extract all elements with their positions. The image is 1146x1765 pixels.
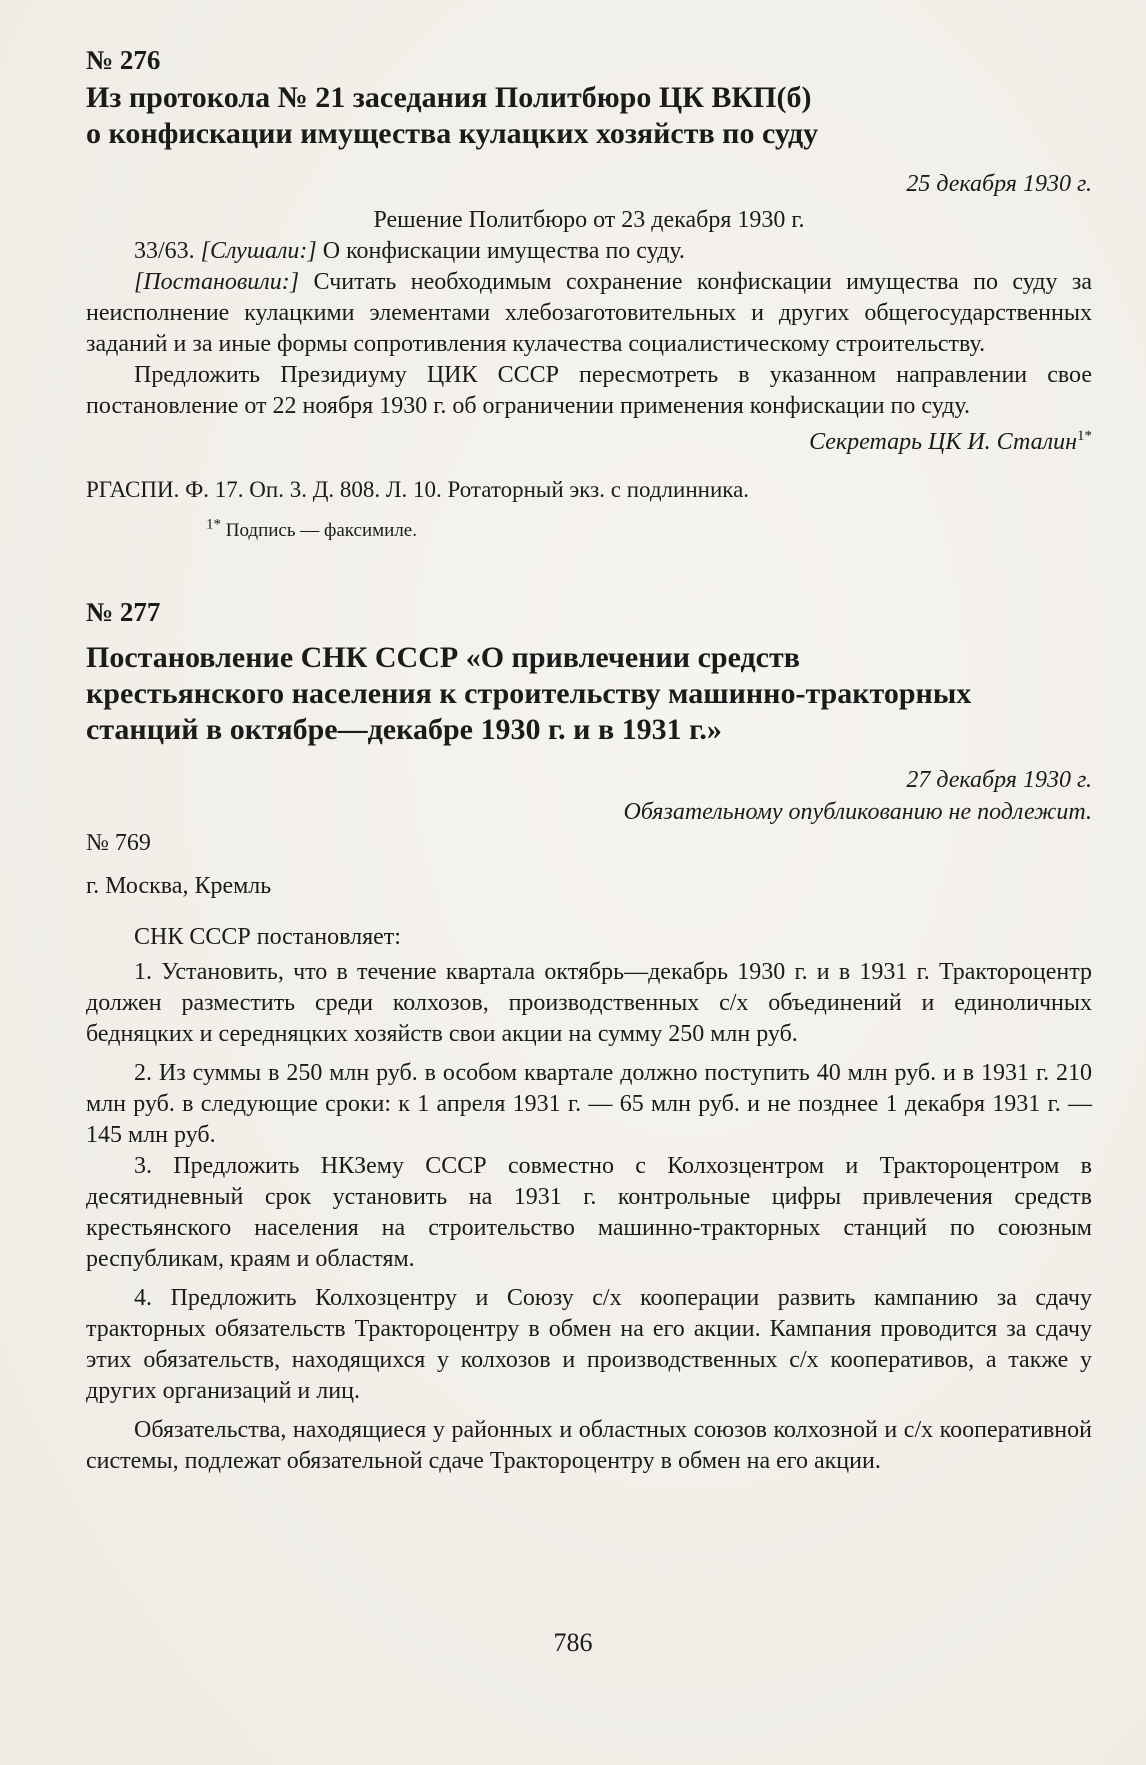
publication-restriction: Обязательному опубликованию не подлежит.	[623, 799, 1092, 825]
document-date: 25 декабря 1930 г.	[906, 171, 1092, 197]
resolved-paragraph	[86, 267, 1092, 360]
paragraph: 2. Из суммы в 250 млн руб. в особом квартале должно поступить 40 млн руб. и в 1931 г. 210 млн руб. в следующие сроки: к 1 апреля 1931 г. — 65 млн руб. и не позднее 1 декабря 1931 г. — 145 млн руб.	[86, 1060, 1092, 1148]
document-276	[86, 44, 1092, 544]
decision-line: Решение Политбюро от 23 декабря 1930 г.	[373, 207, 805, 233]
document-title-line: станций в октябре—декабре 1930 г. и в 1931 г.»	[86, 713, 722, 746]
document-number: № 276	[86, 45, 161, 75]
paragraph: 4. Предложить Колхозцентру и Союзу с/х кооперации развить кампанию за сдачу тракторных обязательств Трактороцентру в обмен на его акции. Кампания проводится за сдачу этих обязательств, находящихся у колхозов и производственных с/х кооперативов, а также у других организаций и лиц.	[86, 1285, 1092, 1404]
signature-footnote-mark: 1*	[1077, 428, 1092, 444]
resolved-text: Считать необходимым сохранение конфискации имущества по суду за неисполнение кулацкими элементами хлебозаготовительных и других общегосударственных заданий и за иные формы сопротивления кулачества социалистическому строительству.	[86, 269, 1092, 357]
footnote	[206, 518, 1092, 544]
signature	[86, 426, 1092, 458]
section-gap	[86, 544, 1092, 596]
document-title-line: крестьянского населения к строительству машинно-тракторных	[86, 677, 972, 710]
footnote-mark: 1*	[206, 516, 221, 533]
document-title-line: Из протокола № 21 заседания Политбюро ЦК ВКП(б)	[86, 81, 812, 114]
paragraph: Предложить Президиуму ЦИК СССР пересмотреть в указанном направлении свое постановление от 22 ноября 1930 г. об ограничении применения конфискации по суду.	[86, 362, 1092, 419]
heard-text: О конфискации имущества по суду.	[316, 238, 685, 264]
page-number: 786	[553, 1628, 593, 1657]
document-title-line: о конфискации имущества кулацких хозяйств по суду	[86, 117, 819, 150]
place: г. Москва, Кремль	[86, 873, 272, 899]
document-date: 27 декабря 1930 г.	[906, 767, 1092, 793]
resolved-label: [Постановили:]	[134, 269, 300, 295]
heard-label: [Слушали:]	[200, 238, 317, 264]
heard-paragraph	[86, 236, 1092, 267]
signature-text: Секретарь ЦК И. Сталин	[809, 429, 1077, 455]
intro-line: СНК СССР постановляет:	[134, 924, 401, 950]
document-277	[86, 596, 1092, 1477]
paragraph: Обязательства, находящиеся у районных и областных союзов колхозной и с/х кооперативной системы, подлежат обязательной сдаче Трактороцентру в обмен на его акции.	[86, 1417, 1092, 1474]
document-number: № 277	[86, 597, 161, 627]
item-number: 33/63.	[134, 238, 201, 264]
paragraph: 1. Установить, что в течение квартала октябрь—декабрь 1930 г. и в 1931 г. Трактороцентр должен разместить среди колхозов, производственных с/х объединений и единоличных бедняцких и середняцких хозяйств свои акции на сумму 250 млн руб.	[86, 959, 1092, 1047]
footnote-text: Подпись — факсимиле.	[221, 520, 417, 541]
archive-reference: РГАСПИ. Ф. 17. Оп. 3. Д. 808. Л. 10. Ротаторный экз. с подлинника.	[86, 477, 750, 502]
document-title-line: Постановление СНК СССР «О привлечении средств	[86, 641, 800, 674]
registration-number: № 769	[86, 830, 151, 856]
paragraph: 3. Предложить НКЗему СССР совместно с Колхозцентром и Трактороцентром в десятидневный срок установить на 1931 г. контрольные цифры привлечения средств крестьянского населения на строительство машинно-тракторных станций по союзным республикам, краям и областям.	[86, 1153, 1092, 1272]
